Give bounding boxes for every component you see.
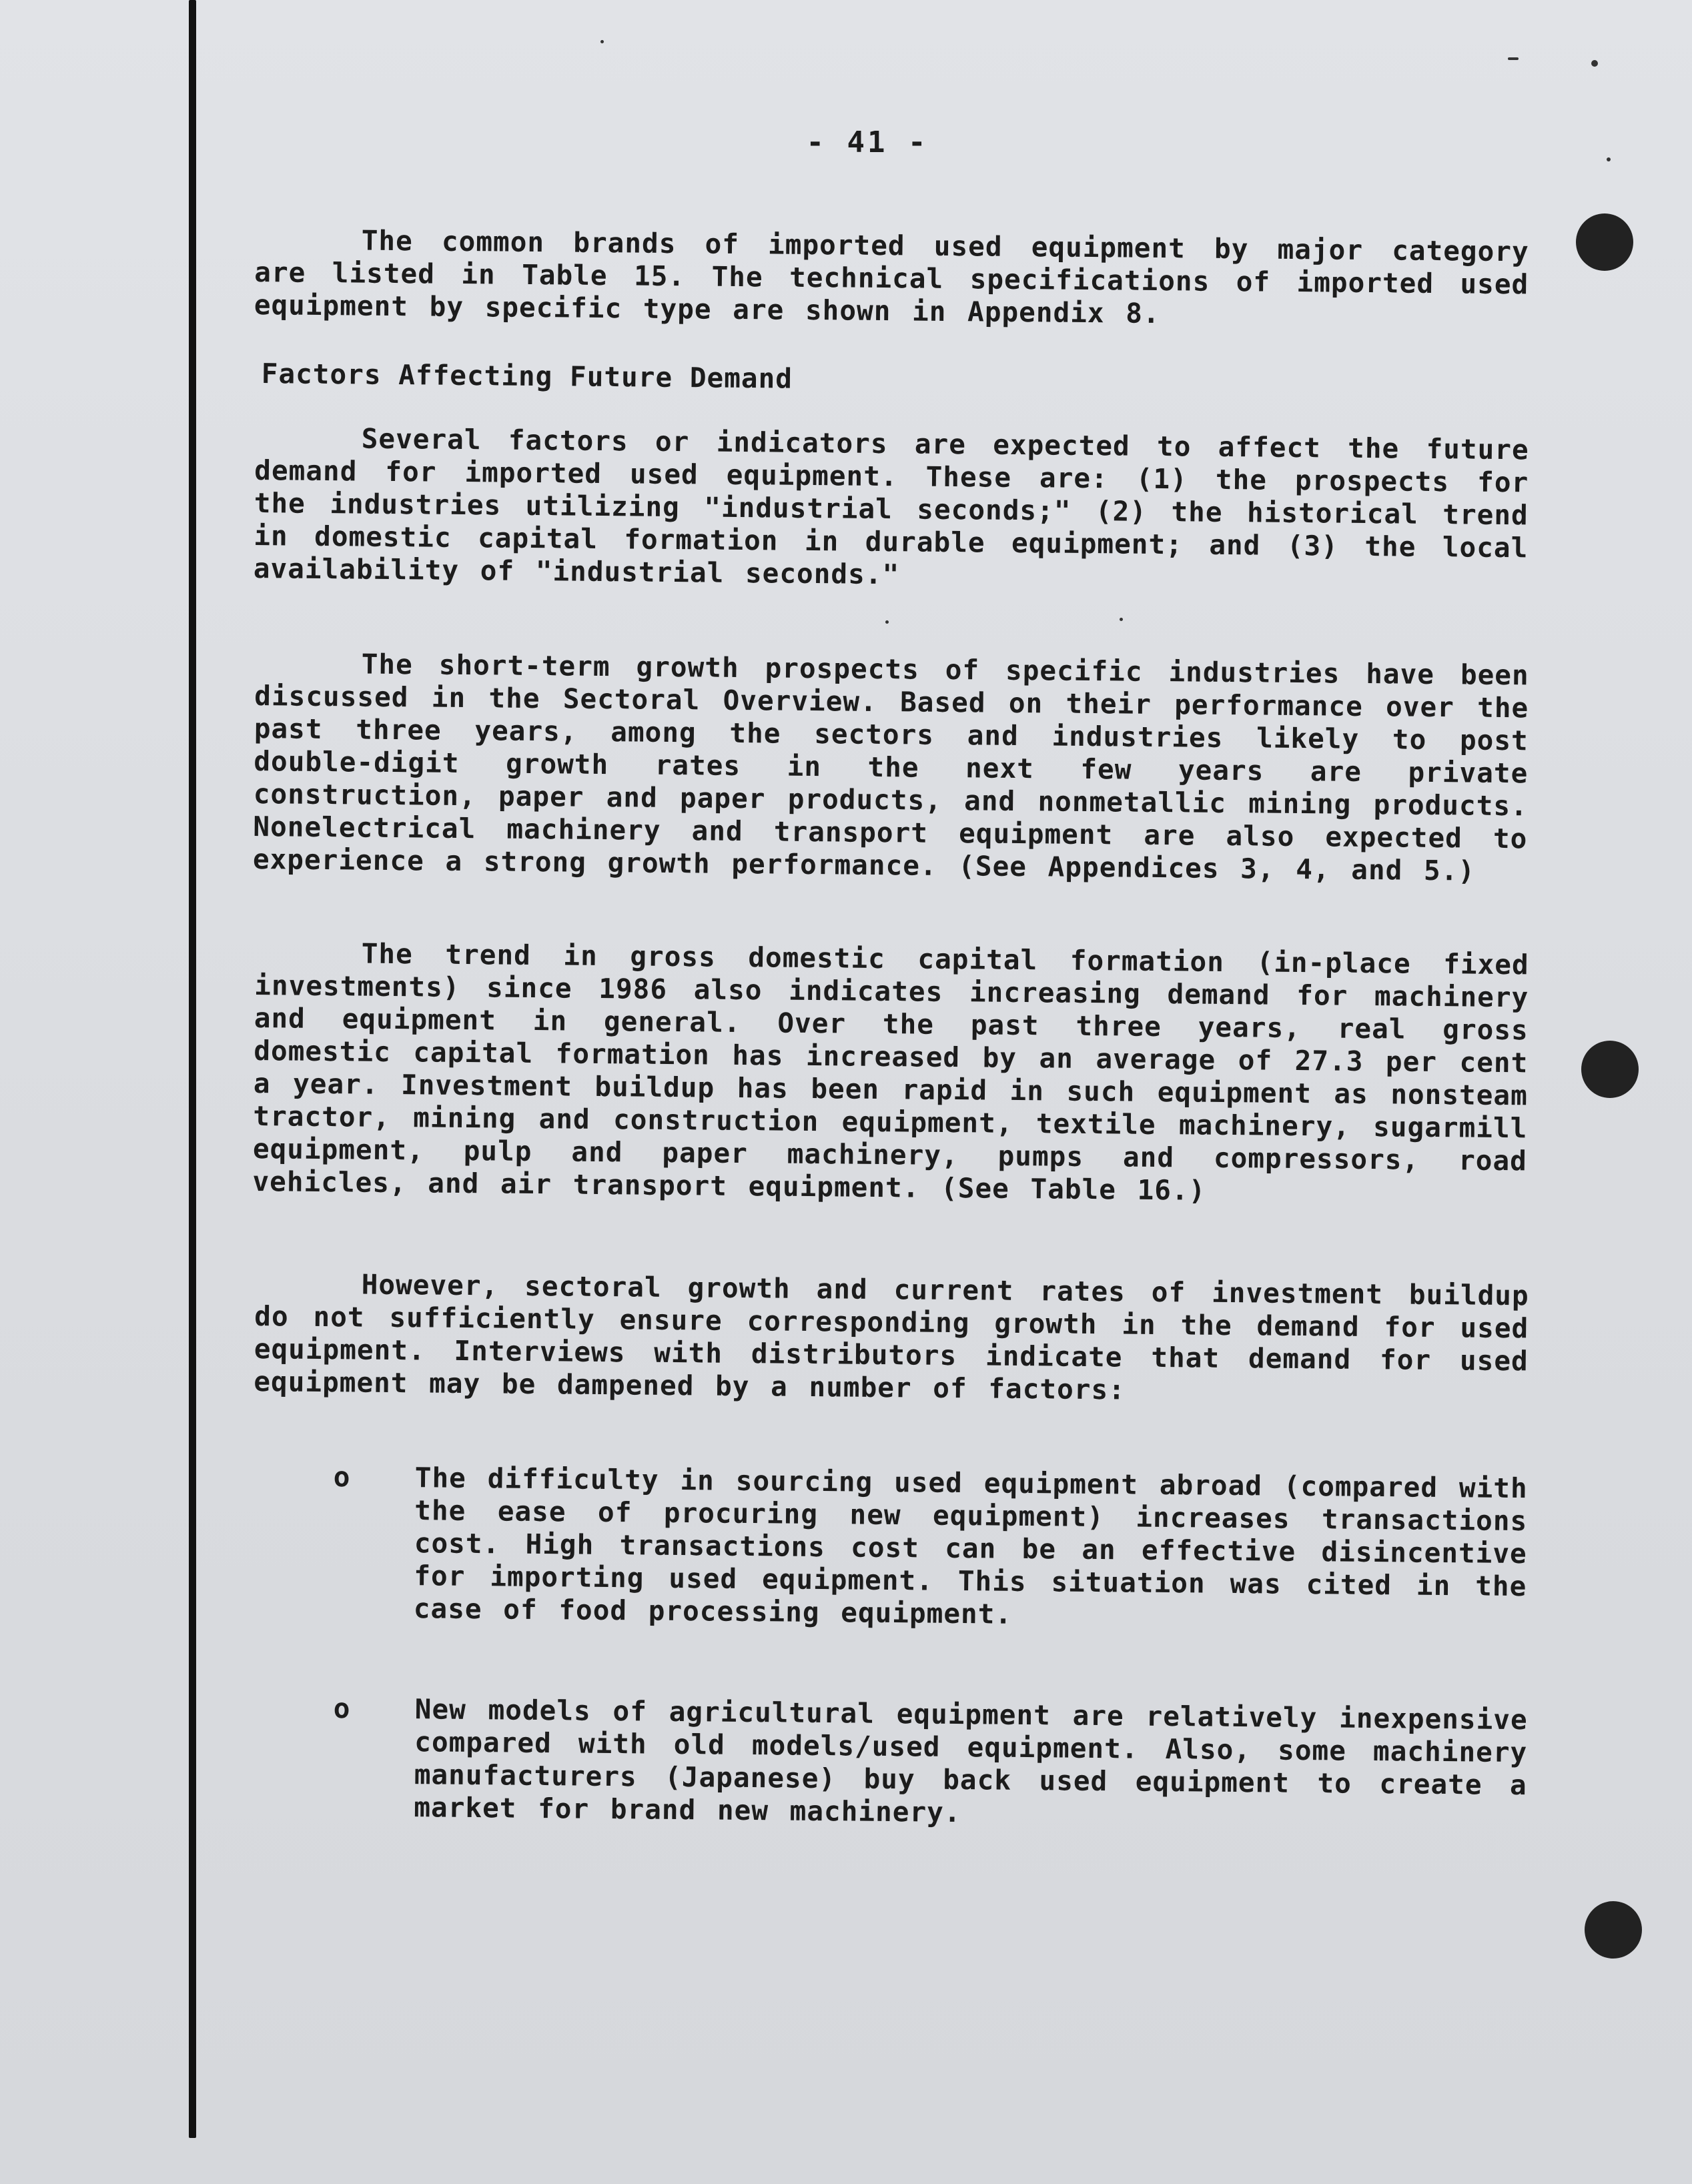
bullet-text: The difficulty in sourcing used equipment abroad (compared with the ease of procuring new equipment) increases transactions cost. High transactions cost can be an effective disincentive for importing used equipment. This situation was cited in the case of food processing equipment. xyxy=(413,1462,1528,1630)
punch-hole xyxy=(1585,1901,1642,1959)
section-heading: Factors Affecting Future Demand xyxy=(261,358,793,395)
scan-speck xyxy=(885,620,889,624)
punch-hole xyxy=(1576,213,1633,271)
bullet-marker: o xyxy=(333,1692,350,1725)
list-item xyxy=(332,1692,1528,1834)
punch-hole xyxy=(1581,1041,1639,1098)
paragraph-growth-prospects: The short-term growth prospects of specific industries have been discussed in the Sectoral Overview. Based on their performance over the past three years, among the sectors and industries likely to post double-digit growth rates in the next few years are private construction, paper and paper products, and nonmetallic mining products. Nonelectrical machinery and transport equipment are also expected to experience a strong growth performance. (See Appendices 3, 4, and 5.) xyxy=(252,648,1529,887)
list-item xyxy=(332,1461,1528,1636)
scan-speck xyxy=(600,40,604,43)
scan-speck xyxy=(1591,60,1598,67)
scan-speck xyxy=(1120,618,1123,621)
page-number: - 41 - xyxy=(806,125,929,159)
scan-speck xyxy=(1508,57,1519,60)
paragraph-common-brands: The common brands of imported used equipment by major category are listed in Table 15. The technical specifications of imported used equipment by specific type are shown in Appendix 8. xyxy=(254,224,1529,330)
binding-line xyxy=(189,0,196,2138)
paragraph-capital-formation: The trend in gross domestic capital formation (in-place fixed investments) since 1986 also indicates increasing demand for machinery and equipment in general. Over the past three years, real gross domestic capital formation has increased by an average of 27.3 per cent a year. Investment buildup has been rapid in such equipment as nonsteam tractor, mining and construction equipment, textile machinery, sugarmill equipment, pulp and paper machinery, pumps and compressors, road vehicles, and air transport equipment. (See Table 16.) xyxy=(252,937,1529,1207)
bullet-text: New models of agricultural equipment are relatively inexpensive compared with old models/used equipment. Also, some machinery manufacturers (Japanese) buy back used equipment to create a market for brand new machinery. xyxy=(414,1693,1528,1829)
bullet-marker: o xyxy=(333,1461,350,1494)
paragraph-dampening-factors: However, sectoral growth and current rates of investment buildup do not sufficiently ensure corresponding growth in the demand for used equipment. Interviews with distributors indicate that demand for used equipment may be dampened by a number of factors: xyxy=(254,1268,1529,1406)
scan-speck xyxy=(1607,157,1611,161)
paragraph-factors: Several factors or indicators are expected to affect the future demand for imported used equipment. These are: (1) the prospects for the industries utilizing "industrial seconds;" (2) the historical trend in domestic capital formation in durable equipment; and (3) the local availability of "industrial seconds." xyxy=(253,422,1529,591)
